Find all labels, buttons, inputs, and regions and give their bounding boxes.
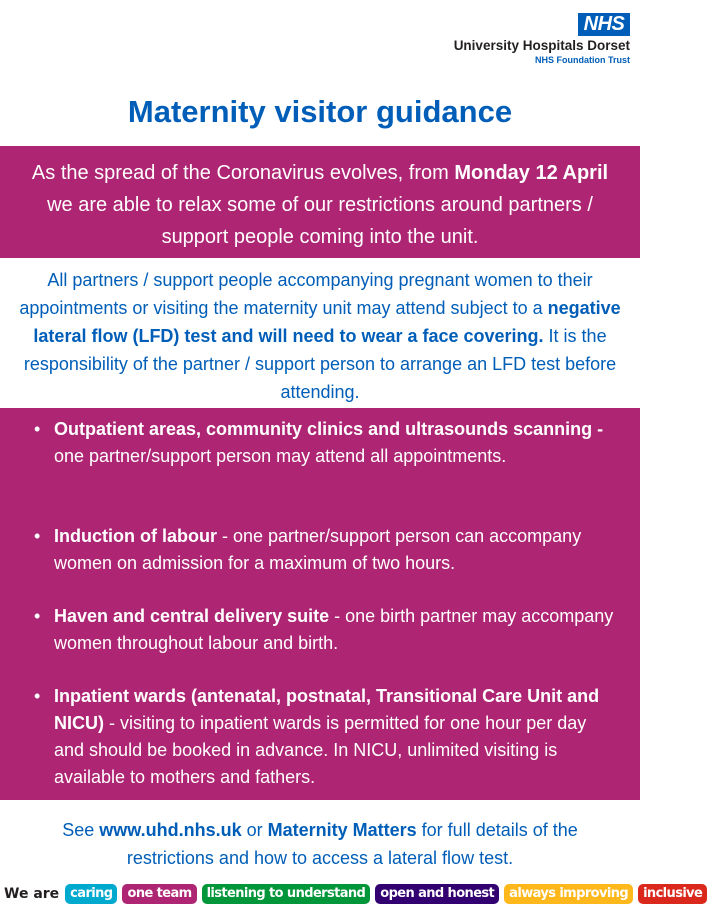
footer-rest: for full details of the restrictions and how to access a lateral flow test. xyxy=(126,820,578,868)
bullet: • xyxy=(34,419,41,439)
values-lead: We are xyxy=(4,886,60,902)
intro-band xyxy=(0,146,640,258)
nhs-logo: NHS xyxy=(578,13,630,36)
rule-item-induction xyxy=(34,523,620,577)
page-title: Maternity visitor guidance xyxy=(127,94,513,129)
rule-text: - visiting to inpatient wards is permitted for one hour per day and should be booked in advance. In NICU, unlimited visiting is available to mothers and fathers. xyxy=(54,713,587,787)
intro-text-cont: we are able to relax some of our restrictions around partners / support people coming into the unit. xyxy=(47,194,593,248)
partners-paragraph xyxy=(0,266,640,406)
rule-title: Haven and central delivery suite xyxy=(54,606,330,626)
partners-requirement: negative lateral flow (LFD) test and will need to wear a face covering. xyxy=(33,298,621,346)
value-listening: listening to understand xyxy=(202,884,371,904)
partners-text: All partners / support people accompanying pregnant women to their appointments or visiting the maternity unit may attend subject to a xyxy=(19,270,593,318)
header xyxy=(0,0,640,84)
rule-text: - one birth partner may accompany women throughout labour and birth. xyxy=(54,606,614,653)
footer-see: See xyxy=(62,820,100,840)
bullet: • xyxy=(34,686,41,706)
intro-text: As the spread of the Coronavirus evolves, from xyxy=(31,162,455,184)
bullet: • xyxy=(34,606,41,626)
rule-text: - one partner/support person can accompany women on admission for a maximum of two hours. xyxy=(54,526,582,573)
website-link[interactable]: www.uhd.nhs.uk xyxy=(99,820,242,840)
intro-date: Monday 12 April xyxy=(454,162,609,184)
maternity-matters-link[interactable]: Maternity Matters xyxy=(267,820,417,840)
rule-title: Outpatient areas, community clinics and ultrasounds scanning - xyxy=(54,419,604,439)
value-open-honest: open and honest xyxy=(375,884,499,904)
value-caring: caring xyxy=(65,884,117,904)
rules-band xyxy=(0,408,640,800)
org-name: University Hospitals Dorset xyxy=(453,38,630,53)
value-always-improving: always improving xyxy=(504,884,633,904)
rule-item-outpatient xyxy=(34,416,620,470)
rule-title: Induction of labour xyxy=(54,526,217,546)
value-inclusive: inclusive xyxy=(638,884,707,904)
footer-text xyxy=(0,816,640,872)
bullet: • xyxy=(34,526,41,546)
footer-or: or xyxy=(241,820,268,840)
org-trust: NHS Foundation Trust xyxy=(535,55,630,65)
values-bar xyxy=(0,882,703,906)
value-one-team: one team xyxy=(122,884,196,904)
partners-text-cont: It is the responsibility of the partner / support person to arrange an LFD test before attending. xyxy=(23,326,617,402)
rule-text: one partner/support person may attend all appointments. xyxy=(54,446,507,466)
rule-item-inpatient xyxy=(34,683,620,791)
rule-title: Inpatient wards (antenatal, postnatal, Transitional Care Unit and NICU) xyxy=(54,686,600,733)
rule-item-haven xyxy=(34,603,620,657)
